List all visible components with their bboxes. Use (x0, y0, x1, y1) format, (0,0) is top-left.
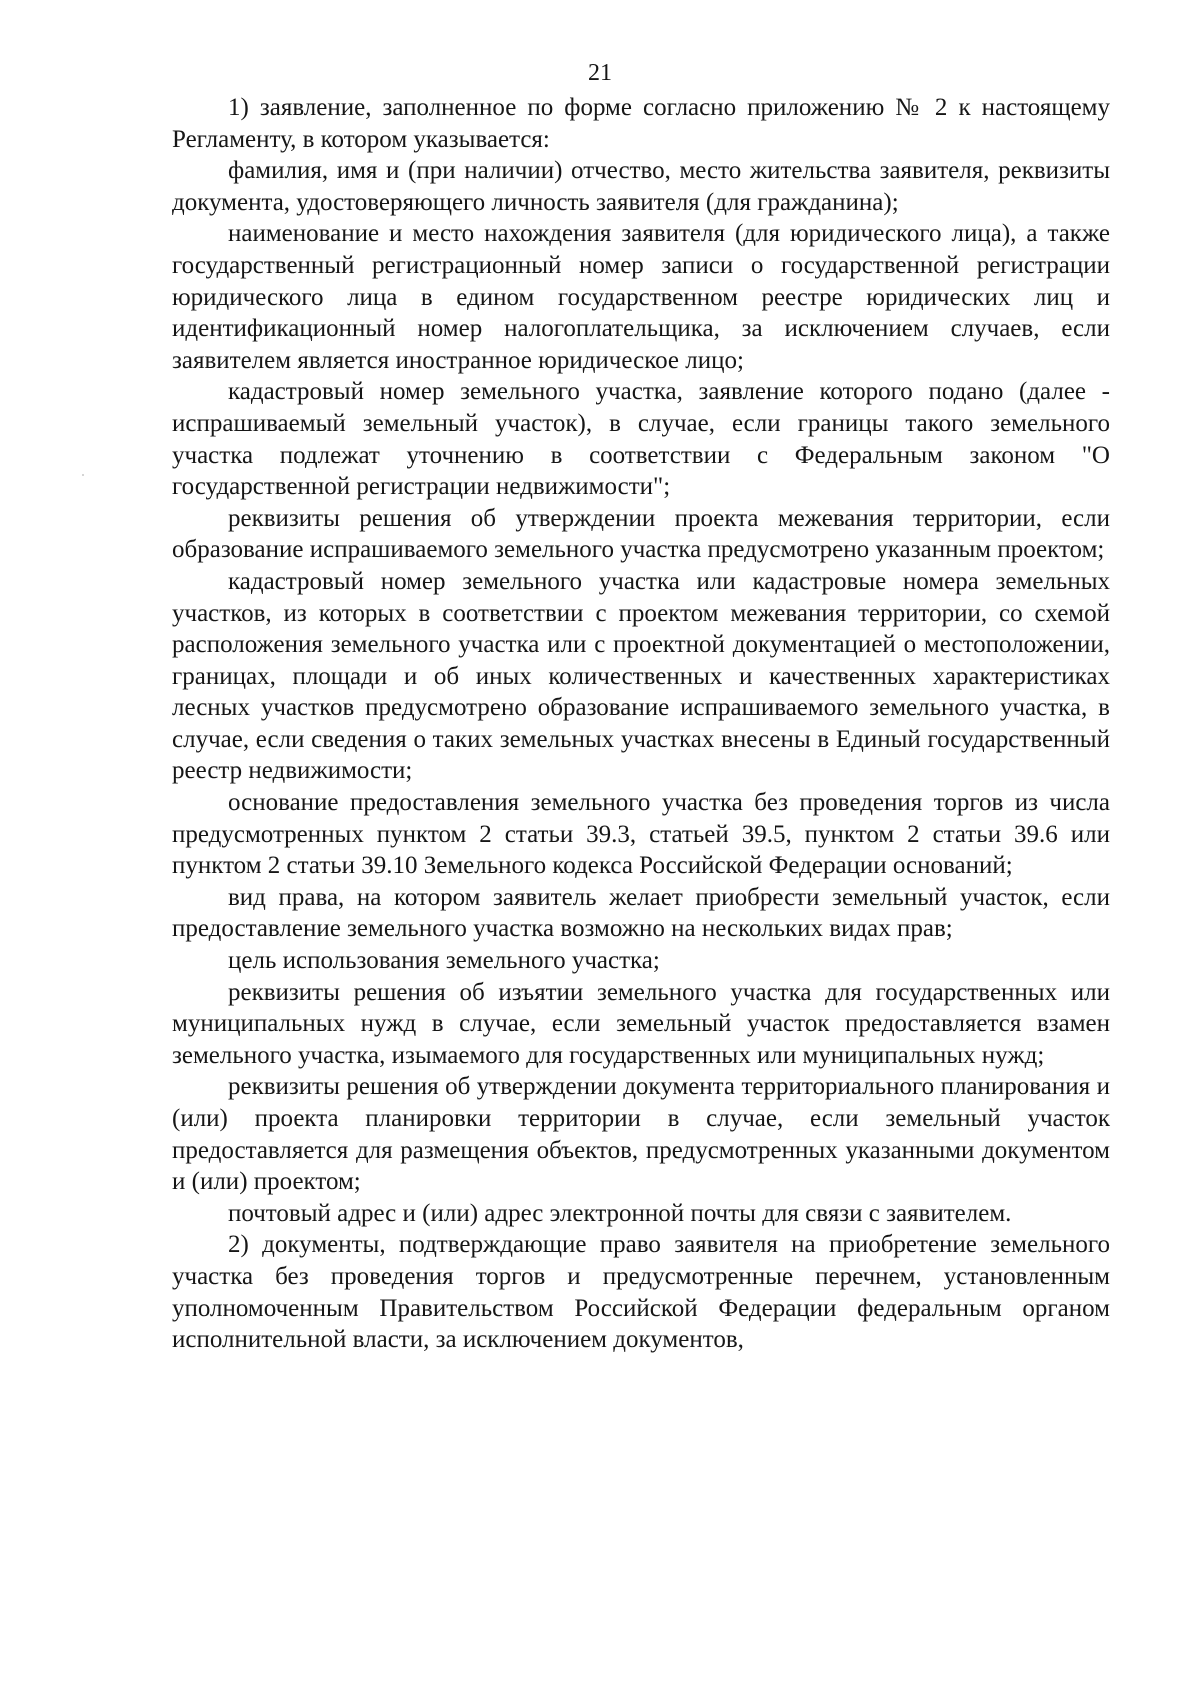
page-number: 21 (588, 60, 612, 86)
paragraph: основание предоставления земельного участка без проведения торгов из числа предусмотренных пунктом 2 статьи 39.3, статьей 39.5, пунктом 2 статьи 39.6 или пунктом 2 статьи 39.10 Земельного кодекса Российской Федерации оснований; (172, 789, 1110, 880)
paragraph: реквизиты решения об утверждении проекта межевания территории, если образование испрашиваемого земельного участка предусмотрено указанным проектом; (172, 504, 1110, 564)
paragraph: наименование и место нахождения заявителя (для юридического лица), а также государственный регистрационный номер записи о государственной регистрации юридического лица в едином государственном реестре юридических лиц и идентификационный номер налогоплательщика, за исключением случаев, если заявителем является иностранное юридическое лицо; (172, 220, 1110, 374)
paragraph: вид права, на котором заявитель желает приобрести земельный участок, если предоставление земельного участка возможно на нескольких видах прав; (172, 883, 1110, 943)
document-body (172, 92, 1110, 1356)
paragraph: 1) заявление, заполненное по форме согласно приложению № 2 к настоящему Регламенту, в котором указывается: (172, 94, 1110, 153)
paragraph: реквизиты решения об изъятии земельного участка для государственных или муниципальных нужд в случае, если земельный участок предоставляется взамен земельного участка, изымаемого для государственных или муниципальных нужд; (172, 978, 1110, 1069)
paragraph: фамилия, имя и (при наличии) отчество, место жительства заявителя, реквизиты документа, удостоверяющего личность заявителя (для гражданина); (172, 157, 1110, 216)
paragraph: кадастровый номер земельного участка или кадастровые номера земельных участков, из которых в соответствии с проектом межевания территории, со схемой расположения земельного участка или с проектной документацией о местоположении, границах, площади и об иных количественных и качественных характеристиках лесных участков предусмотрено образование испрашиваемого земельного участка, в случае, если сведения о таких земельных участках внесены в Единый государственный реестр недвижимости; (172, 567, 1110, 785)
paragraph: почтовый адрес и (или) адрес электронной почты для связи с заявителем. (228, 1199, 1012, 1227)
paragraph: реквизиты решения об утверждении документа территориального планирования и (или) проекта планировки территории в случае, если земельный участок предоставляется для размещения объектов, предусмотренных указанными документом и (или) проектом; (172, 1073, 1110, 1196)
paragraph: цель использования земельного участка; (228, 947, 660, 975)
scan-speck (82, 474, 84, 476)
paragraph: 2) документы, подтверждающие право заявителя на приобретение земельного участка без проведения торгов и предусмотренные перечнем, установленным уполномоченным Правительством Российской Федерации федеральным органом исполнительной власти, за исключением документов, (172, 1231, 1110, 1354)
paragraph: кадастровый номер земельного участка, заявление которого подано (далее - испрашиваемый земельный участок), в случае, если границы такого земельного участка подлежат уточнению в соответствии с Федеральным законом "О государственной регистрации недвижимости"; (172, 378, 1110, 501)
